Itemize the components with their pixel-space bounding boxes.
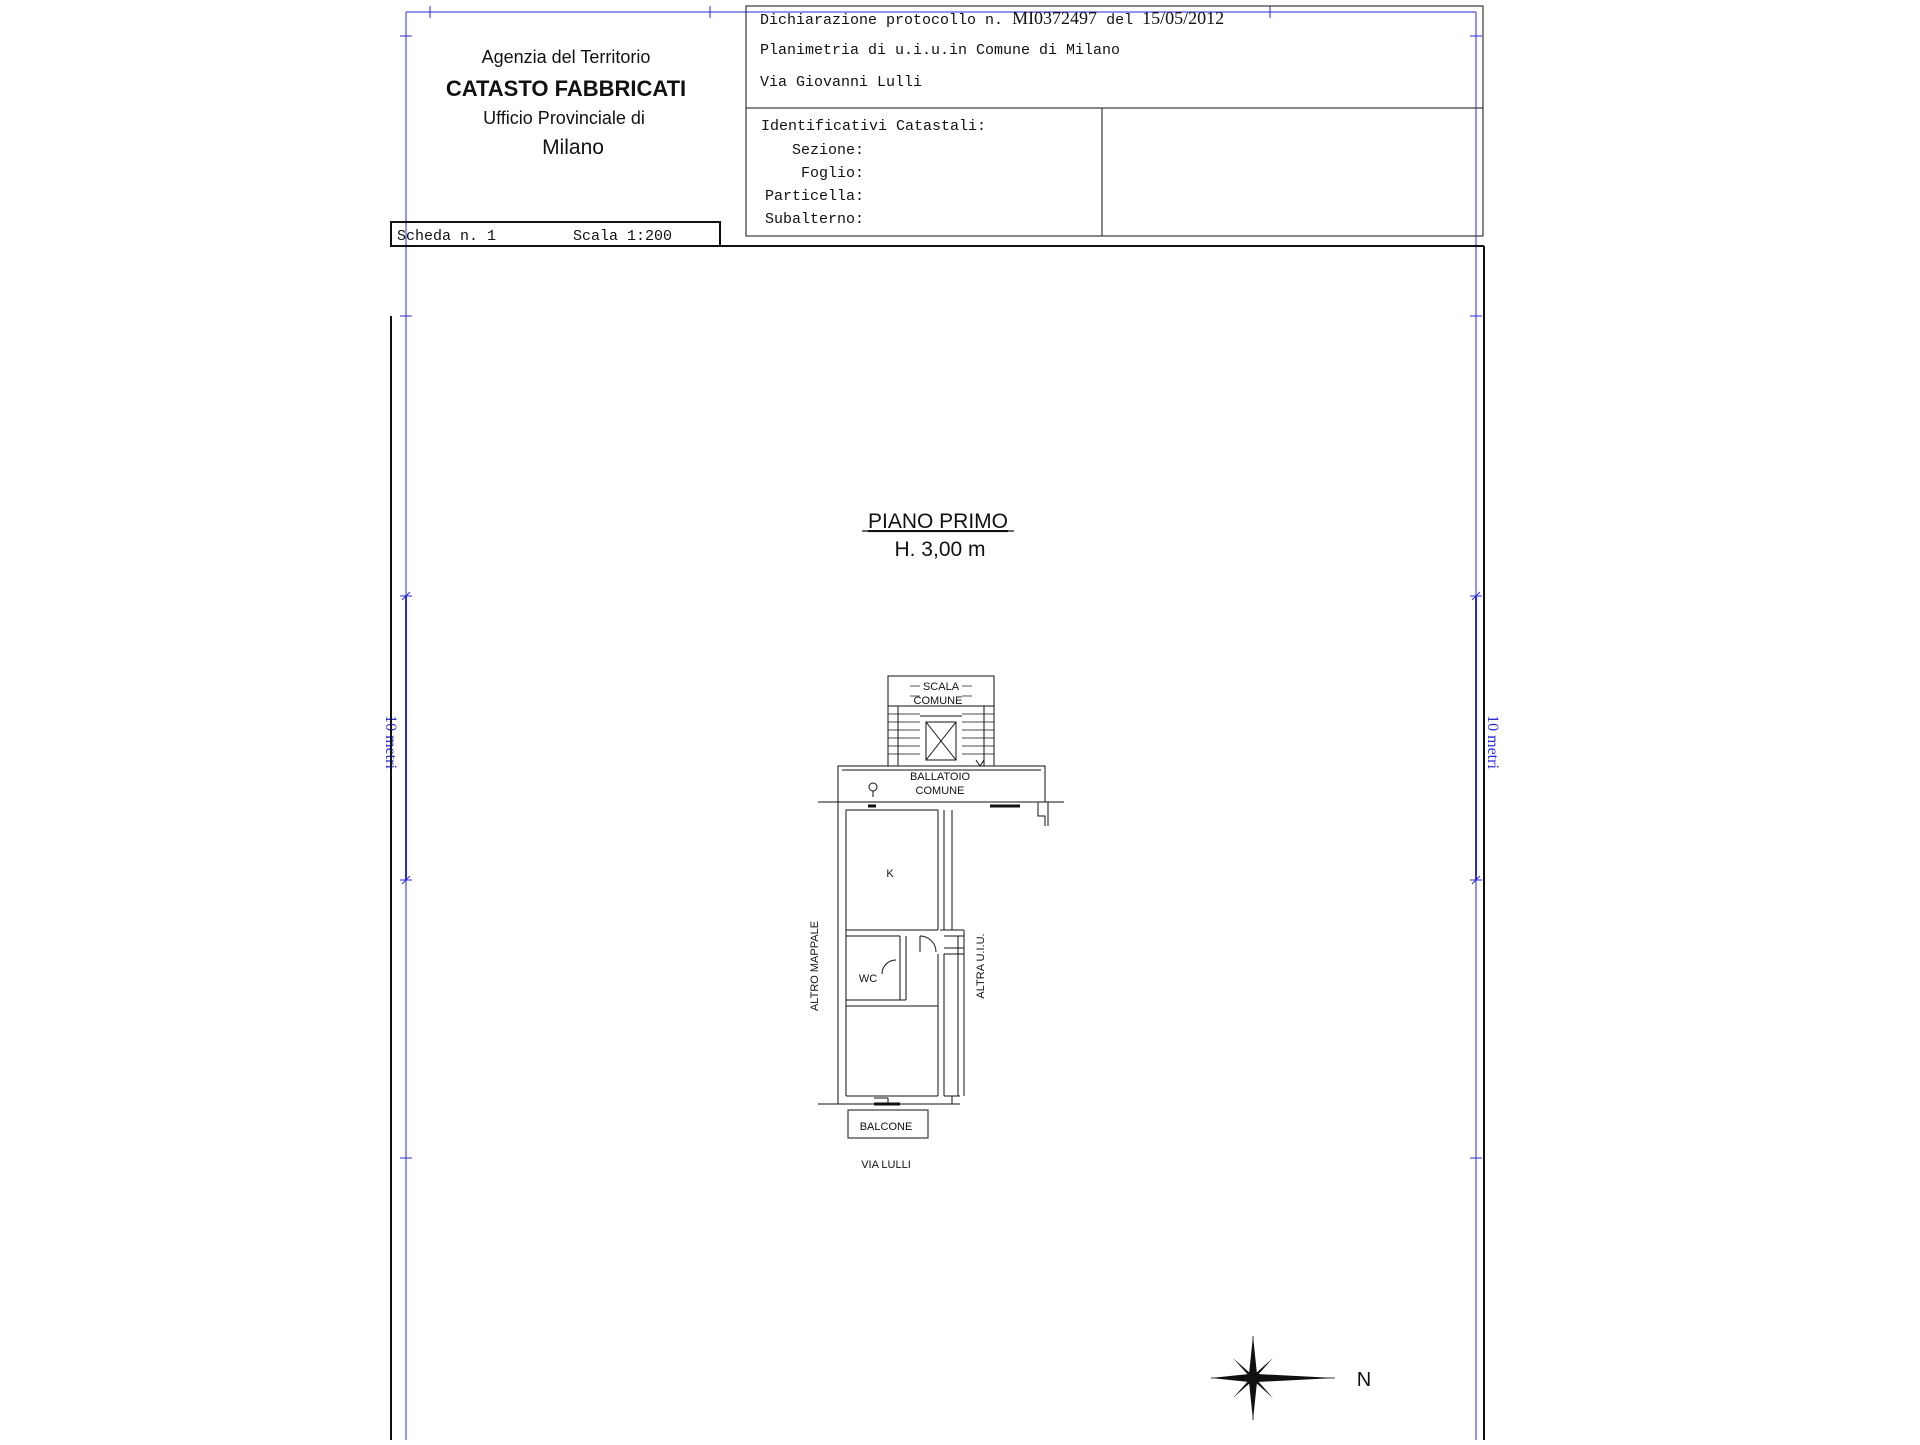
date-label: del bbox=[1106, 12, 1134, 29]
agency-department: CATASTO FABBRICATI bbox=[445, 76, 687, 101]
declaration-date: 15/05/2012 bbox=[1142, 8, 1225, 28]
label-wc: WC bbox=[858, 973, 878, 985]
label-scala-comune-2: COMUNE bbox=[913, 695, 963, 707]
agency-name: Agenzia del Territorio bbox=[481, 47, 651, 67]
particella-label: Particella: bbox=[764, 188, 864, 205]
declaration-label: Dichiarazione protocollo n. bbox=[760, 12, 1004, 29]
protocol-number: MI0372497 bbox=[1012, 8, 1098, 28]
label-altra-uiu: ALTRA U.I.U. bbox=[975, 933, 987, 999]
north-label: N bbox=[1356, 1369, 1372, 1391]
scale-bar-label-left: 10 metri bbox=[382, 715, 399, 769]
label-scala-comune-1: SCALA bbox=[922, 681, 960, 693]
label-ballatoio-2: COMUNE bbox=[915, 785, 965, 797]
label-kitchen: K bbox=[886, 868, 894, 880]
label-street: VIA LULLI bbox=[861, 1159, 911, 1171]
label-ballatoio-1: BALLATOIO bbox=[909, 771, 971, 783]
floor-title: PIANO PRIMO bbox=[867, 510, 1009, 533]
scale-bar-label-right: 10 metri bbox=[1484, 715, 1501, 769]
meter-icon bbox=[869, 783, 877, 797]
foglio-label: Foglio: bbox=[800, 165, 864, 182]
floor-height: H. 3,00 m bbox=[894, 538, 986, 561]
scala-label: Scala 1:200 bbox=[573, 228, 673, 245]
sezione-label: Sezione: bbox=[791, 142, 864, 159]
plan-line: Planimetria di u.i.u.in Comune di Milano bbox=[760, 42, 1121, 59]
agency-city: Milano bbox=[542, 136, 604, 159]
label-altro-mappale: ALTRO MAPPALE bbox=[809, 920, 821, 1012]
floor-plan bbox=[818, 676, 1064, 1138]
label-balcone: BALCONE bbox=[859, 1121, 913, 1133]
address-line: Via Giovanni Lulli bbox=[760, 74, 923, 91]
north-arrow-icon bbox=[1211, 1336, 1335, 1420]
subalterno-label: Subalterno: bbox=[764, 211, 864, 228]
agency-office: Ufficio Provinciale di bbox=[483, 108, 645, 128]
scheda-label: Scheda n. 1 bbox=[397, 228, 497, 245]
identifiers-title: Identificativi Catastali: bbox=[761, 118, 987, 135]
declaration-line bbox=[760, 8, 1224, 29]
